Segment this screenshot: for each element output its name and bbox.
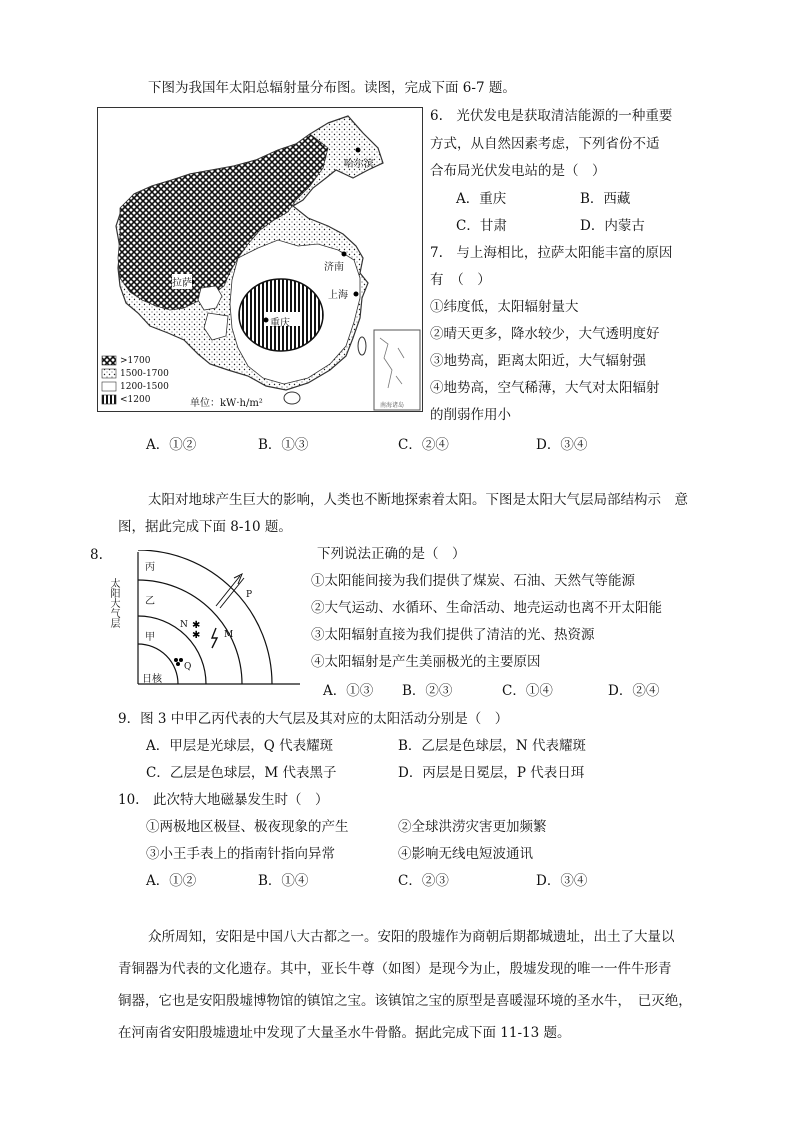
layer-jia: 甲 [145,632,155,643]
q8-item-2: ②大气运动、水循环、生命活动、地壳运动也离不开太阳能 [311,600,662,616]
city-lhasa: 拉萨 [172,274,192,289]
legend-label-2: 1500-1700 [120,369,169,379]
city-harbin: 哈尔滨 [344,159,374,170]
solar-radiation-map [97,107,423,412]
q9-option-c: C．乙层是色球层，M 代表黑子 [146,765,337,781]
q9-option-b: B．乙层是色球层，N 代表耀斑 [398,738,587,754]
q7-stem-2: 有 （ ） [430,272,491,288]
q10-item-4: ④影响无线电短波通讯 [398,846,533,862]
q8-stem: 下列说法正确的是（ ） [317,546,466,562]
q8-item-3: ③太阳辐射直接为我们提供了清洁的光、热资源 [311,627,595,643]
q7-option-c: C．②④ [398,437,449,453]
marker-n: N [180,620,188,630]
q7-item-1: ①纬度低，太阳辐射量大 [430,299,579,315]
intro-11-13-line-4: 在河南省安阳殷墟遗址中发现了大量圣水牛骨骼。据此完成下面 11-13 题。 [118,1025,571,1041]
q10-item-3: ③小王手表上的指南针指向异常 [146,846,335,862]
q6-stem-1: 6. 光伏发电是获取清洁能源的一种重要 [430,108,673,124]
q6-option-a: A．重庆 [456,191,507,207]
q7-option-d: D．③④ [536,437,588,453]
q7-item-4-cont: 的削弱作用小 [430,407,511,423]
svg-text:✱: ✱ [192,620,201,631]
q7-item-3: ③地势高，距离太阳近，大气辐射强 [430,353,646,369]
legend-label-1: >1700 [120,356,151,366]
q6-option-d: D．内蒙古 [580,218,645,234]
intro-8-10-line-2: 图，据此完成下面 8-10 题。 [118,519,292,535]
svg-text:✱: ✱ [192,630,201,641]
q10-option-b: B．①④ [258,873,309,889]
layer-bing: 丙 [145,562,155,573]
intro-8-10-line-1: 太阳对地球产生巨大的影响，人类也不断地探索着太阳。下图是太阳大气层局部结构示 意 [148,492,688,508]
q8-number: 8. [90,547,103,563]
map-unit: 单位：kW·h/m² [190,398,263,409]
city-jinan: 济南 [324,262,344,273]
q10-option-c: C．②③ [398,873,449,889]
q8-item-1: ①太阳能间接为我们提供了煤炭、石油、天然气等能源 [311,573,635,589]
q6-stem-3: 合布局光伏发电站的是（ ） [430,163,606,179]
legend-label-4: <1200 [120,395,151,405]
marker-p: P [246,590,253,600]
layer-yi: 乙 [145,596,155,607]
marker-q: Q [184,662,192,672]
q6-option-c: C．甘肃 [456,218,507,234]
q8-option-d: D．②④ [608,683,660,699]
q8-option-b: B．②③ [402,683,453,699]
q7-item-4: ④地势高，空气稀薄，大气对太阳辐射 [430,380,660,396]
intro-6-7: 下图为我国年太阳总辐射量分布图。读图，完成下面 6-7 题。 [148,80,516,96]
q10-option-a: A．①② [146,873,197,889]
q10-item-1: ①两极地区极昼、极夜现象的产生 [146,819,349,835]
intro-11-13-line-3: 铜器，它也是安阳殷墟博物馆的镇馆之宝。该镇馆之宝的原型是喜暖湿环境的圣水牛， 已灭绝， [118,993,692,1009]
q7-stem-1: 7. 与上海相比，拉萨太阳能丰富的原因 [430,245,673,261]
q6-option-b: B．西藏 [580,191,631,207]
q7-option-a: A．①② [146,437,197,453]
q7-option-b: B．①③ [258,437,309,453]
q10-option-d: D．③④ [536,873,588,889]
city-shanghai: 上海 [328,290,348,301]
q7-item-2: ②晴天更多，降水较少，大气透明度好 [430,326,660,342]
inset-note: 南海诸岛 [380,402,405,409]
intro-11-13-line-1: 众所周知，安阳是中国八大古都之一。安阳的殷墟作为商朝后期都城遗址，出土了大量以 [148,929,675,945]
q8-item-4: ④太阳辐射是产生美丽极光的主要原因 [311,654,541,670]
legend-label-3: 1200-1500 [120,382,169,392]
q10-item-2: ②全球洪涝灾害更加频繁 [398,819,547,835]
q6-stem-2: 方式，从自然因素考虑，下列省份不适 [430,136,660,152]
city-chongqing: 重庆 [270,318,290,329]
q10-stem: 10. 此次特大地磁暴发生时（ ） [118,792,329,808]
sun-atmosphere-diagram [108,550,302,688]
q8-option-c: C．①④ [502,683,553,699]
diagram-ylabel: 太阳大气层 [108,578,119,628]
q8-option-a: A．①③ [323,683,374,699]
q9-stem: 9．图 3 中甲乙丙代表的大气层及其对应的太阳活动分别是（ ） [118,711,509,727]
marker-m: M [224,630,234,640]
intro-11-13-line-2: 青铜器为代表的文化遗存。其中，亚长牛尊（如图）是现今为止，殷墟发现的唯一一件牛形青 [118,961,672,977]
layer-core: 日核 [142,674,162,685]
q9-option-d: D．丙层是日冕层，P 代表日珥 [398,765,585,781]
q9-option-a: A．甲层是光球层，Q 代表耀斑 [146,738,334,754]
